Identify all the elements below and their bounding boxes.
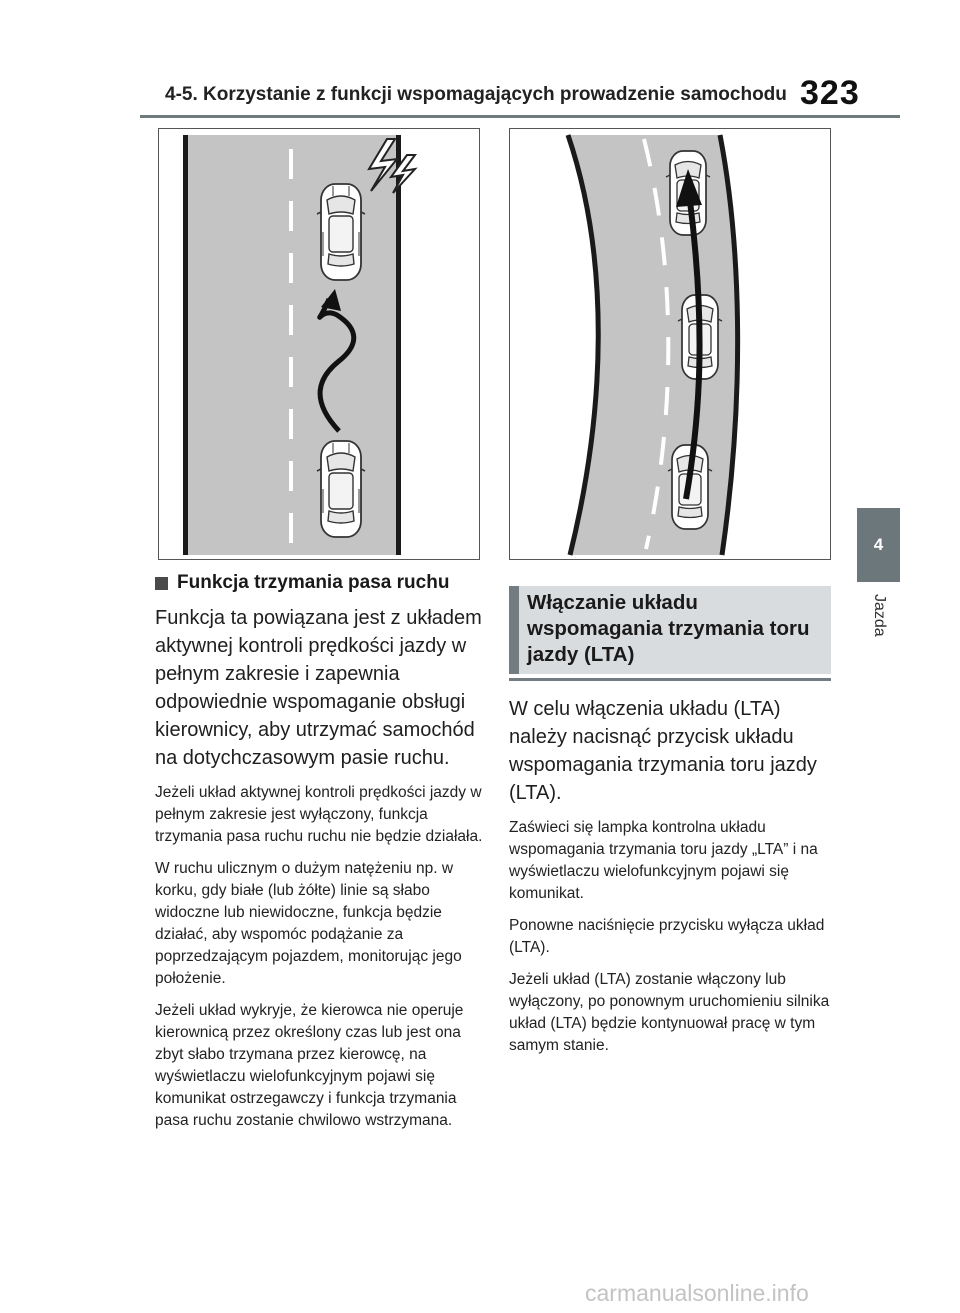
section-heading-rule: [509, 678, 831, 681]
watermark: carmanualsonline.info: [585, 1280, 809, 1306]
paragraph: Zaświeci się lampka kontrolna układu wspomagania trzymania toru jazdy „LTA” i na wyświetlaczu wielofunkcyjnym pojawi się komunikat.: [509, 819, 818, 902]
intro-paragraph: W celu włączenia układu (LTA) należy nacisnąć przycisk układu wspomagania trzymania toru jazdy (LTA).: [509, 698, 817, 804]
paragraph: Ponowne naciśnięcie przycisku wyłącza układ (LTA).: [509, 917, 825, 956]
paragraph: W ruchu ulicznym o dużym natężeniu np. w korku, gdy białe (lub żółte) linie są słabo widoczne lub niewidoczne, funkcja będzie działać, aby wspomóc podążanie za poprzedzającym pojazdem, monitorując jego położenie.: [155, 860, 462, 987]
right-column: [509, 586, 831, 1067]
section-heading: Włączanie układu wspomagania trzymania toru jazdy (LTA): [509, 586, 831, 674]
road-edge-left: [183, 135, 188, 555]
car-top: [317, 184, 365, 280]
road-edge-right: [396, 135, 401, 555]
paragraph: Jeżeli układ (LTA) zostanie włączony lub wyłączony, po ponownym uruchomieniu silnika układ (LTA) będzie kontynuował pracę w tym samym stanie.: [509, 971, 830, 1054]
square-bullet-icon: [155, 577, 168, 590]
left-column: [155, 572, 485, 1142]
chapter-label: Jazda: [871, 594, 888, 637]
paragraph: Jeżeli układ wykryje, że kierowca nie operuje kierownicą przez określony czas lub jest ona zbyt słabo trzymana przez kierowcę, na wyświetlaczu wielofunkcyjnym pojawi się komunikat ostrzegawczy i funkcja trzymania pasa ruchu zostanie chwilowo wstrzymana.: [155, 1002, 464, 1129]
car-bottom: [317, 441, 365, 537]
header-divider: [140, 115, 900, 118]
figure-lane-return: [158, 128, 480, 560]
intro-paragraph: Funkcja ta powiązana jest z układem aktywnej kontroli prędkości jazdy w pełnym zakresie i zapewnia odpowiednie wspomaganie obsługi kierownicy, aby utrzymać samochód na dotychczasowym pasie ruchu.: [155, 607, 482, 769]
running-header: 4-5. Korzystanie z funkcji wspomagających prowadzenie samochodu: [165, 84, 787, 105]
subsection-title: Funkcja trzymania pasa ruchu: [177, 572, 450, 593]
paragraph: Jeżeli układ aktywnej kontroli prędkości jazdy w pełnym zakresie jest wyłączony, funkcja trzymania pasa ruchu ruchu nie będzie działała.: [155, 784, 483, 845]
figure-lane-trace: [509, 128, 831, 560]
road-surface: [185, 135, 399, 555]
subsection-heading: [155, 572, 485, 594]
chapter-tab[interactable]: 4: [857, 508, 900, 582]
page-number: 323: [800, 74, 860, 112]
